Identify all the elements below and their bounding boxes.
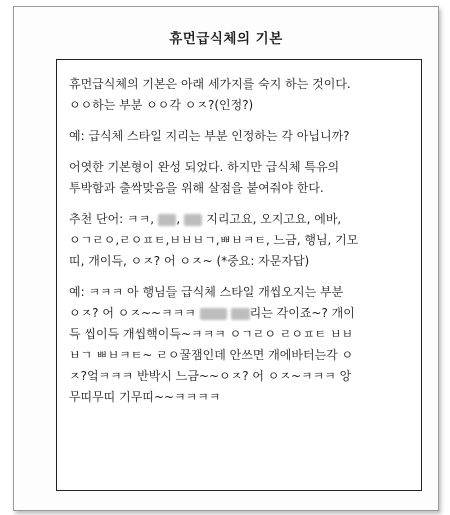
text-line: 투박함과 출싹맞음을 위해 살점을 붙여줘야 한다.: [69, 181, 324, 195]
text-line: 어엿한 기본형이 완성 되었다. 하지만 급식체 특유의: [69, 160, 340, 174]
paragraph-example-2: [69, 282, 411, 408]
paragraph-recommended-words: [69, 209, 411, 272]
text-line: 휴먼급식체의 기본은 아래 세가지를 숙지 하는 것이다.: [69, 77, 351, 91]
paragraph-explanation: [69, 157, 411, 199]
text-line: ㅈ?엌ㅋㅋㅋ 반박시 느금~~ㅇㅈ? 어 ㅇㅈ~ㅋㅋㅋ 앙: [69, 369, 352, 383]
text-line: 예: 급식체 스타일 지리는 부분 인정하는 각 아닙니까?: [69, 129, 350, 143]
content-box: [56, 59, 422, 491]
redacted-word: [184, 214, 202, 226]
redacted-word: [200, 308, 228, 320]
document-title: 휴먼급식체의 기본: [169, 31, 283, 47]
document-frame: [13, 6, 439, 511]
text-line: ㅇㅇ하는 부분 ㅇㅇ각 ㅇㅈ?(인정?): [69, 98, 254, 112]
redacted-word: [158, 214, 176, 226]
text-line: 무띠무띠 기무띠~~ㅋㅋㅋㅋ: [69, 390, 221, 404]
paragraph-example-1: [69, 126, 411, 147]
redacted-word: [231, 308, 249, 320]
text-line: ㅂㄱ ㅃㅂㅋㅌ~ ㄹㅇ꿀잼인데 안쓰면 개에바터는각 ㅇ: [69, 348, 354, 362]
text-line: ㅇㄱㄹㅇ,ㄹㅇㅍㅌ,ㅂㅂㅂㄱ,ㅃㅂㅋㅌ, 느금, 행님, 기모: [69, 233, 359, 247]
text-line: 득 씹이득 개씹핵이득~ㅋㅋㅋ ㅇㄱㄹㅇ ㄹㅇㅍㅌ ㅂㅂ: [69, 327, 354, 341]
text-line: 띠, 개이득, ㅇㅈ? 어 ㅇㅈ~ (*중요: 자문자답): [69, 254, 310, 268]
text-line: ㅇㅈ? 어 ㅇㅈ~~ㅋㅋㅋ 리는 각이죠~? 개이: [69, 306, 355, 320]
text-line: 예: ㅋㅋㅋ 아 행님들 급식체 스타일 개씹오지는 부분: [69, 285, 344, 299]
paragraph-intro: [69, 74, 411, 116]
text-line: 추천 단어: ㅋㅋ, , 지리고요, 오지고요, 에바,: [69, 212, 342, 226]
